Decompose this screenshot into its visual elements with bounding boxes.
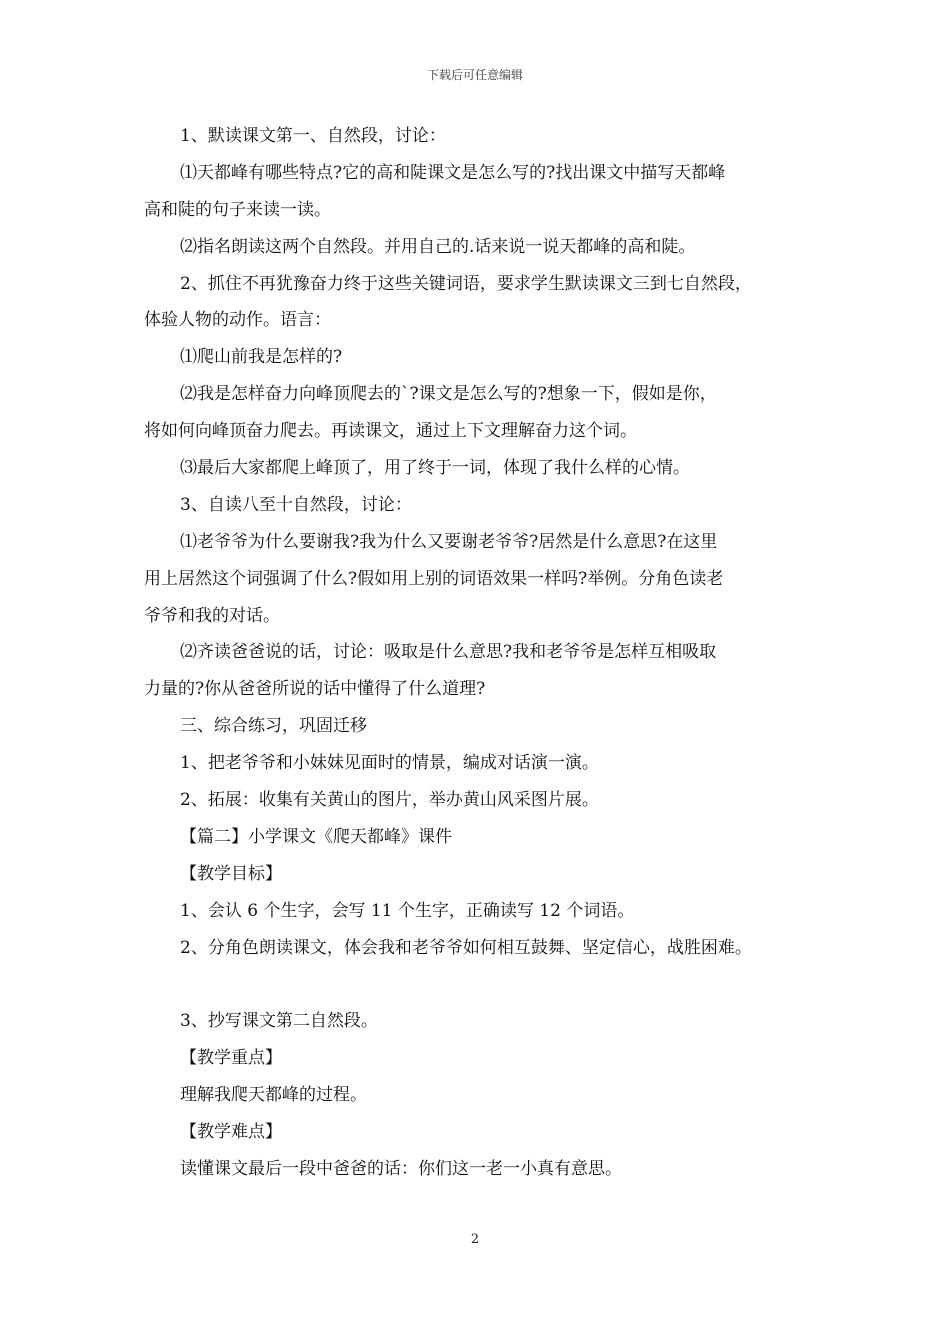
document-body [144, 118, 814, 1188]
text-line: 体验人物的动作。语言： [144, 310, 331, 331]
section-heading: 【教学目标】 [180, 863, 282, 884]
text-line: 1、会认 6 个生字，会写 11 个生字，正确读写 12 个词语。 [180, 900, 635, 921]
text-line: ⑴爬山前我是怎样的? [180, 347, 343, 368]
text-line: 3、抄写课文第二自然段。 [180, 1011, 378, 1032]
page-header: 下载后可任意编辑 [426, 68, 523, 82]
text-line: ⑴天都峰有哪些特点?它的高和陡课文是怎么写的?找出课文中描写天都峰 [180, 162, 726, 183]
page-number: 2 [470, 1232, 480, 1247]
text-line: 高和陡的句子来读一读。 [144, 199, 331, 220]
blank-line [144, 966, 814, 1003]
text-line: 3、自读八至十自然段，讨论： [180, 494, 412, 515]
text-line: ⑵指名朗读这两个自然段。并用自己的.话来说一说天都峰的高和陡。 [180, 236, 696, 257]
text-line: 爷爷和我的对话。 [144, 605, 280, 626]
section-heading: 【教学重点】 [180, 1048, 282, 1069]
text-line: 2、分角色朗读课文，体会我和老爷爷如何相互鼓舞、坚定信心，战胜困难。 [180, 937, 752, 958]
section-heading: 【教学难点】 [180, 1122, 282, 1143]
section-heading: 【篇二】小学课文《爬天都峰》课件 [180, 826, 452, 847]
text-line: 1、默读课文第一、自然段，讨论： [180, 126, 446, 146]
text-line: 1、把老爷爷和小妹妹见面时的情景，编成对话演一演。 [180, 753, 599, 774]
text-line: ⑵我是怎样奋力向峰顶爬去的`?课文是怎么写的?想象一下，假如是你， [180, 384, 717, 405]
text-line: 将如何向峰顶奋力爬去。再读课文，通过上下文理解奋力这个词。 [144, 421, 637, 442]
text-line: ⑴老爷爷为什么要谢我?我为什么又要谢老爷爷?居然是什么意思?在这里 [180, 531, 718, 552]
text-line: 读懂课文最后一段中爸爸的话：你们这一老一小真有意思。 [180, 1158, 622, 1179]
text-line: 2、抓住不再犹豫奋力终于这些关键词语，要求学生默读课文三到七自然段， [180, 273, 752, 294]
text-line: 力量的?你从爸爸所说的话中懂得了什么道理? [144, 679, 486, 700]
text-line: 理解我爬天都峰的过程。 [180, 1085, 367, 1106]
section-heading: 三、综合练习，巩固迁移 [180, 716, 367, 737]
text-line: ⑵齐读爸爸说的话，讨论：吸取是什么意思?我和老爷爷是怎样互相吸取 [180, 642, 717, 663]
text-line: 2、拓展：收集有关黄山的图片，举办黄山风采图片展。 [180, 790, 599, 811]
text-line: 用上居然这个词强调了什么?假如用上别的词语效果一样吗?举例。分角色读老 [144, 568, 724, 589]
text-line: ⑶最后大家都爬上峰顶了，用了终于一词，体现了我什么样的心情。 [180, 458, 690, 479]
